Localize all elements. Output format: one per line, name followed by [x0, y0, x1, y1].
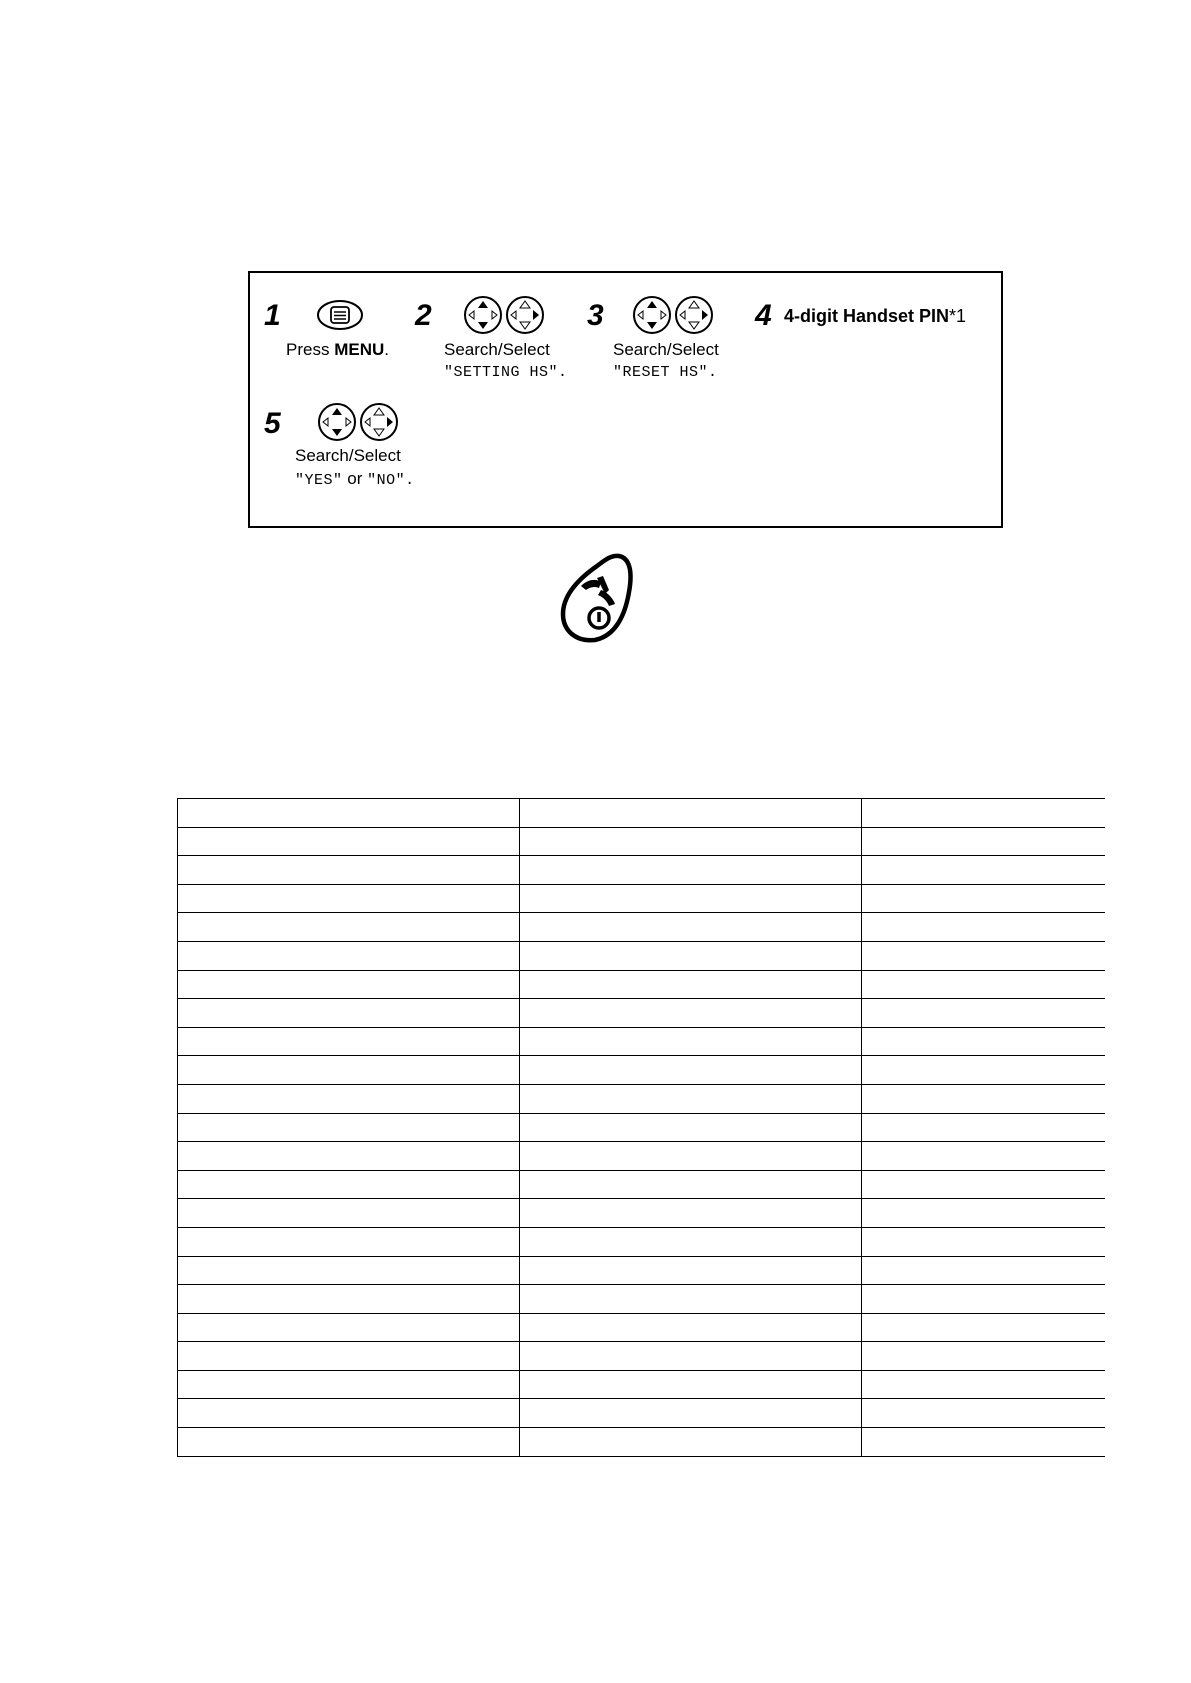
navigator-key-icon — [462, 295, 546, 335]
table-cell — [519, 941, 861, 970]
table-cell — [861, 884, 1105, 913]
table-cell — [178, 1285, 520, 1314]
table-cell — [178, 1027, 520, 1056]
table-row — [178, 1113, 1106, 1142]
table-row — [178, 1399, 1106, 1428]
table-cell — [178, 1170, 520, 1199]
table-cell — [519, 1285, 861, 1314]
table-cell — [519, 1170, 861, 1199]
table-cell — [519, 1113, 861, 1142]
table-row — [178, 1056, 1106, 1085]
table-cell — [178, 827, 520, 856]
table-cell — [861, 970, 1105, 999]
table-cell — [861, 1313, 1105, 1342]
table-row — [178, 1285, 1106, 1314]
table-cell — [519, 1399, 861, 1428]
table-cell — [178, 941, 520, 970]
table-row — [178, 1313, 1106, 1342]
table-row — [178, 970, 1106, 999]
table-cell — [178, 1084, 520, 1113]
table-cell — [178, 1227, 520, 1256]
table-cell — [178, 999, 520, 1028]
step-2-label: Search/Select — [444, 340, 550, 359]
table-cell — [178, 1256, 520, 1285]
table-row — [178, 884, 1106, 913]
table-cell — [861, 913, 1105, 942]
step-2-menu-item: "SETTING HS". — [444, 364, 568, 381]
menu-button-icon — [316, 299, 364, 331]
table-cell — [861, 1056, 1105, 1085]
instruction-steps-box — [248, 271, 1003, 528]
table-cell — [519, 1227, 861, 1256]
table-cell — [178, 913, 520, 942]
table-cell — [861, 1227, 1105, 1256]
table-row — [178, 1227, 1106, 1256]
table-cell — [519, 1056, 861, 1085]
table-cell — [861, 799, 1105, 828]
table-cell — [861, 1370, 1105, 1399]
table-cell — [178, 1370, 520, 1399]
step-1-number: 1 — [264, 299, 281, 332]
table-cell — [178, 1428, 520, 1457]
table-cell — [519, 799, 861, 828]
table-cell — [861, 1256, 1105, 1285]
step-4-label: 4-digit Handset PIN*1 — [784, 306, 967, 326]
table-cell — [861, 1285, 1105, 1314]
off-hook-end-key-icon — [557, 550, 637, 646]
table-cell — [178, 1199, 520, 1228]
table-cell — [519, 1313, 861, 1342]
table-cell — [519, 884, 861, 913]
table-row — [178, 1256, 1106, 1285]
step-1-label: Press MENU. — [286, 340, 389, 359]
table-cell — [519, 1342, 861, 1371]
table-cell — [519, 1428, 861, 1457]
table-cell — [861, 999, 1105, 1028]
step-5-label: Search/Select — [295, 446, 401, 465]
table-cell — [519, 1370, 861, 1399]
table-cell — [861, 1084, 1105, 1113]
table-cell — [178, 1142, 520, 1171]
table-cell — [861, 1428, 1105, 1457]
table-row — [178, 856, 1106, 885]
table-row — [178, 1370, 1106, 1399]
table-row — [178, 1170, 1106, 1199]
table-cell — [861, 1113, 1105, 1142]
navigator-key-icon — [631, 295, 715, 335]
step-5-number: 5 — [264, 407, 281, 440]
table-cell — [178, 970, 520, 999]
table-cell — [519, 1084, 861, 1113]
table-cell — [178, 884, 520, 913]
table-row — [178, 1142, 1106, 1171]
table-row — [178, 999, 1106, 1028]
table-cell — [178, 799, 520, 828]
table-row — [178, 1428, 1106, 1457]
step-2-number: 2 — [415, 299, 432, 332]
step-4-number: 4 — [755, 299, 772, 332]
table-cell — [861, 856, 1105, 885]
table-cell — [519, 827, 861, 856]
step-3-menu-item: "RESET HS". — [613, 364, 718, 381]
navigator-key-icon — [316, 402, 400, 442]
step-3-label: Search/Select — [613, 340, 719, 359]
table-row — [178, 1027, 1106, 1056]
table-row — [178, 799, 1106, 828]
table-cell — [519, 999, 861, 1028]
table-cell — [861, 1342, 1105, 1371]
table-cell — [178, 1113, 520, 1142]
table-cell — [519, 1027, 861, 1056]
table-cell — [861, 941, 1105, 970]
table-row — [178, 1342, 1106, 1371]
table-cell — [861, 827, 1105, 856]
table-cell — [861, 1399, 1105, 1428]
table-cell — [178, 1056, 520, 1085]
table-row — [178, 913, 1106, 942]
step-5-options: "YES" or "NO". — [295, 469, 415, 489]
table-row — [178, 1084, 1106, 1113]
table-cell — [178, 1342, 520, 1371]
blank-table — [177, 798, 1105, 1457]
table-cell — [519, 913, 861, 942]
table-cell — [519, 1199, 861, 1228]
step-3-number: 3 — [587, 299, 604, 332]
table-row — [178, 941, 1106, 970]
table-row — [178, 827, 1106, 856]
table-cell — [861, 1027, 1105, 1056]
table-cell — [519, 1142, 861, 1171]
table-cell — [178, 856, 520, 885]
table-cell — [861, 1142, 1105, 1171]
table-cell — [519, 856, 861, 885]
table-cell — [519, 1256, 861, 1285]
table-cell — [178, 1313, 520, 1342]
table-row — [178, 1199, 1106, 1228]
table-cell — [178, 1399, 520, 1428]
table-cell — [861, 1170, 1105, 1199]
table-cell — [519, 970, 861, 999]
table-cell — [861, 1199, 1105, 1228]
